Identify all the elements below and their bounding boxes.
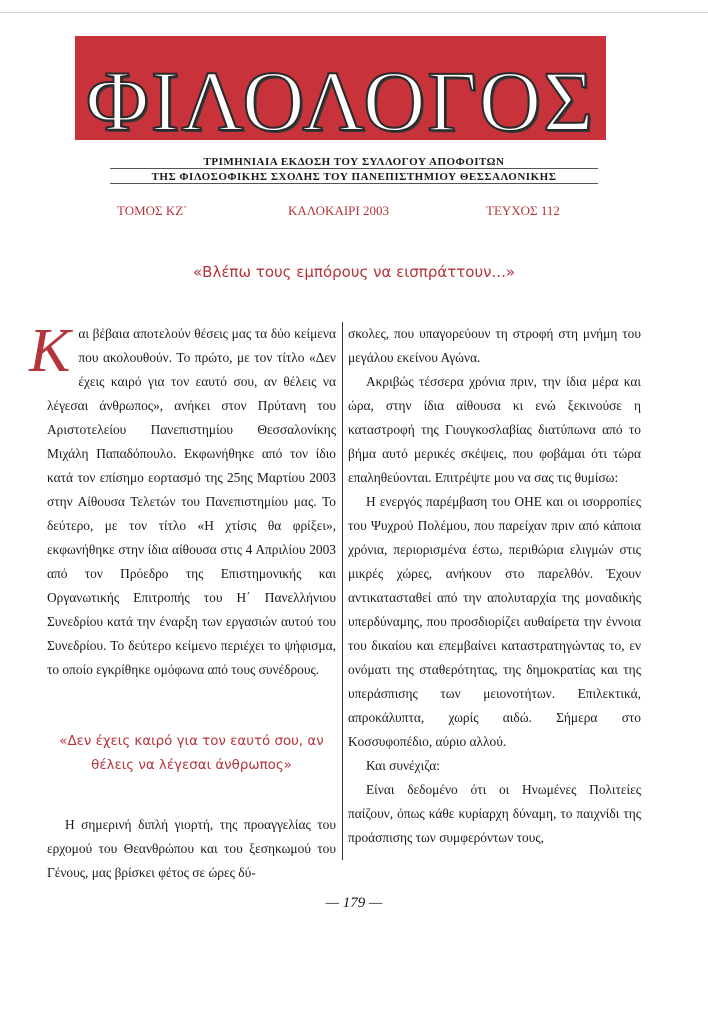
subtitle-rule-1: [110, 168, 598, 169]
masthead-subtitle-line2: ΤΗΣ ΦΙΛΟΣΟΦΙΚΗΣ ΣΧΟΛΗΣ ΤΟΥ ΠΑΝΕΠΙΣΤΗΜΙΟΥ ΘΕΣΣΑΛΟΝΙΚΗΣ: [151, 171, 557, 183]
top-edge-rule: [0, 12, 708, 13]
subtitle-rule-2: [110, 183, 598, 184]
left-column: [29, 317, 336, 885]
section-subhead: «Δεν έχεις καιρό για τον εαυτό σου, αν θέλεις να λέγεσαι άνθρωπος»: [59, 734, 324, 773]
right-paragraph-2: Ακριβώς τέσσερα χρόνια πριν, την ίδια μέρα και ώρα, στην ίδια αίθουσα κι ενώ ξεκινούσε η καταστροφή της Γιουγκοσλαβίας διατύπωνα από το βήμα αυτό μερικές σκέψεις, που φοβάμαι ότι τώρα επαληθεύονται. Επιτρέψτε μου να σας τις θυμίσω:: [348, 374, 641, 485]
right-paragraph-3: Η ενεργός παρέμβαση του ΟΗΕ και οι ισορροπίες του Ψυχρού Πολέμου, που παρείχαν πριν από κάποια χρόνια, περιορισμένα έστω, περιθώρια ελιγμών στις μικρές χώρες, ανήκουν στο παρελθόν. Έχουν αντικατασταθεί από την απολυταρχία της μοναδικής υπερδύναμης, που προσδιορίζει αυθαίρετα την έννοια του δικαίου και επεμβαίνει καταστρατηγώντας το, εν ονόματι της σταθερότητας, της δημοκρατίας και της υπεράσπισης των μειονοτήτων. Επιλεκτικά, απροκάλυπτα, χωρίς αιδώ. Σήμερα στο Κοσσυφοπέδιο, αύριο αλλού.: [348, 494, 641, 749]
column-divider: [342, 322, 343, 860]
right-paragraph-4: Και συνέχιζα:: [366, 758, 441, 773]
right-paragraph-5: Είναι δεδομένο ότι οι Ηνωμένες Πολιτείες παίζουν, όπως κάθε κυρίαρχη δύναμη, το παιχνίδι της προάσπισης των συμφερόντων τους,: [348, 782, 641, 845]
left-paragraph-2: Η σημερινή διπλή γιορτή, της προαγγελίας του ερχομού του Θεανθρώπου και του ξεσηκωμού του Γένους, μας βρίσκει φέτος σε ώρες δύ-: [47, 817, 336, 880]
page-number: — 179 —: [325, 895, 383, 911]
issue-number: ΤΕΥΧΟΣ 112: [486, 203, 560, 218]
issue-date: ΚΑΛΟΚΑΙΡΙ 2003: [288, 203, 389, 218]
intro-paragraph: [29, 317, 336, 682]
masthead-subtitle-line1: ΤΡΙΜΗΝΙΑΙΑ ΕΚΔΟΣΗ ΤΟΥ ΣΥΛΛΟΓΟΥ ΑΠΟΦΟΙΤΩΝ: [203, 156, 505, 168]
dropcap: Κ: [29, 317, 71, 385]
issue-volume: ΤΟΜΟΣ ΚΖ΄: [117, 203, 188, 218]
article-headline: «Βλέπω τους εμπόρους να εισπράττουν...»: [192, 263, 516, 281]
right-paragraph-1: σκολες, που υπαγορεύουν τη στροφή στη μνήμη του μεγάλου εκείνου Αγώνα.: [348, 326, 641, 365]
right-column: [348, 322, 641, 850]
masthead-title: ΦΙΛΟΛΟΓΟΣ: [85, 53, 596, 149]
masthead-banner: [75, 36, 606, 149]
intro-text: αι βέβαια αποτελούν θέσεις μας τα δύο κείμενα που ακολουθούν. Το πρώτο, με τον τίτλο «Δεν έχεις καιρό για τον εαυτό σου, αν θέλεις να λέγεσαι άνθρωπος», ανήκει στον Πρύτανη του Αριστοτελείου Πανεπιστημίου Θεσσαλονίκης Μιχάλη Παπαδόπουλο. Εκφωνήθηκε από τον ίδιο κατά τον επίσημο εορτασμό της 25ης Μαρτίου 2003 στην Αίθουσα Τελετών του Πανεπιστημίου μας. Το δεύτερο, με τον τίτλο «Η χτίσις θα φρίξει», εκφωνήθηκε στην ίδια αίθουσα στις 4 Απριλίου 2003 από τον Πρόεδρο της Επιστημονικής και Οργανωτικής Επιτροπής του Η΄ Πανελλήνιου Συνεδρίου κατά την έναρξη των εργασιών αυτού του Συνεδρίου. Το δεύτερο κείμενο περιέχει το ψήφισμα, το οποίο εγκρίθηκε ομόφωνα από τους συνέδρους.: [47, 326, 336, 677]
